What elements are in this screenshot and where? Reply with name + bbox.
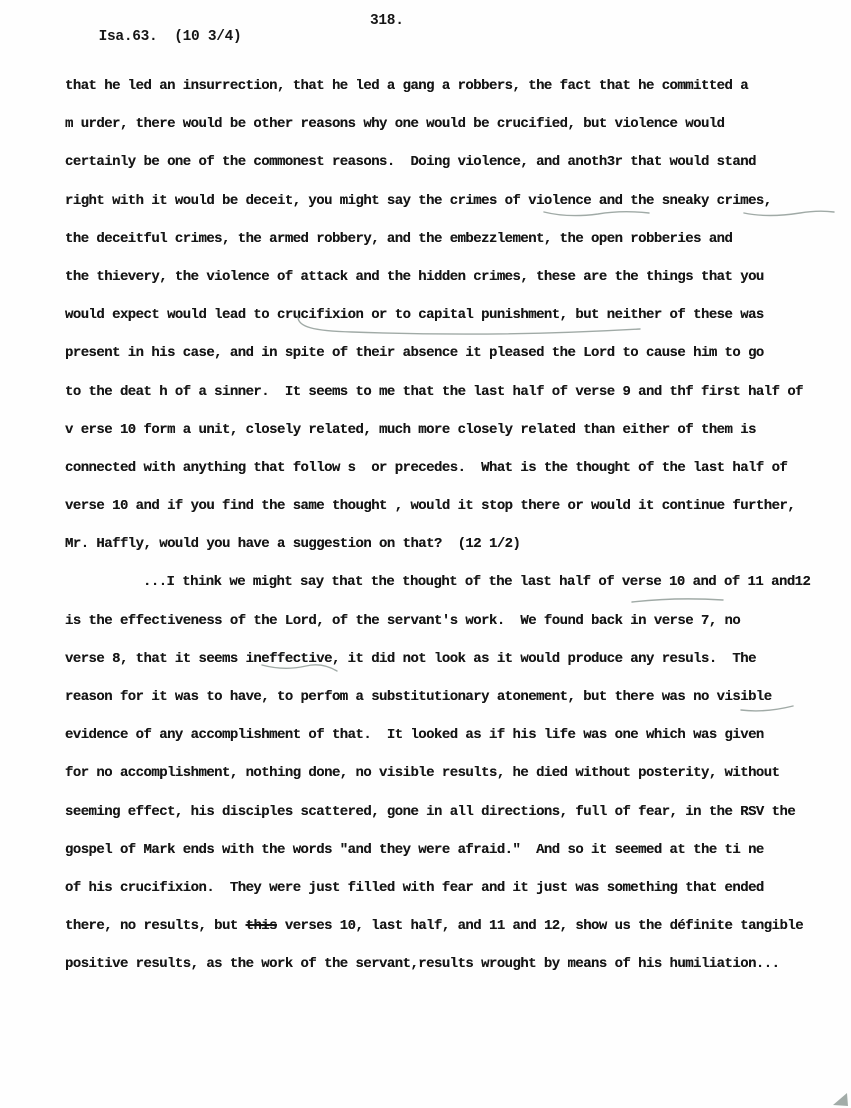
text-line: [65, 793, 827, 831]
text-segment: positive results, as the work of the servant,results wrought by means of his humiliation...: [65, 956, 780, 973]
text-segment: gospel of Mark ends with the words "and they were afraid." And so it seemed at the ti ne: [65, 841, 764, 858]
text-segment: v erse 10 form a unit, closely related, much more closely related than either of them is: [65, 421, 756, 438]
text-segment: reason for it was to have, to perfom a substitutionary atonement, but there was no visible: [65, 689, 772, 705]
text-segment: the thievery, the violence of attack and the hidden crimes, these are the things that you: [65, 268, 764, 285]
text-segment: is the effectiveness of the Lord, of the servant's work. We found back in verse 7, no: [65, 612, 741, 629]
text-line: [65, 411, 827, 449]
text-segment: verses 10, last half, and 11 and 12, show us the définite tangible: [277, 918, 804, 935]
text-line: [65, 563, 827, 601]
text-line: [65, 525, 827, 563]
text-line: [65, 640, 827, 678]
page-header: [65, 13, 811, 45]
text-segment: seeming effect, his disciples scattered, gone in all directions, full of fear, in the RSV the: [65, 803, 796, 820]
text-line: [65, 258, 827, 296]
text-line: [65, 754, 827, 792]
text-line: [65, 105, 827, 143]
text-segment: there, no results, but: [65, 918, 246, 935]
text-line: [65, 716, 827, 754]
text-line: [65, 182, 827, 220]
text-line: [65, 602, 827, 640]
text-line: [65, 945, 827, 983]
text-line: [65, 334, 827, 372]
text-segment: certainly be one of the commonest reasons. Doing violence, and anoth3r that would stand: [65, 154, 756, 171]
struck-out-word: this: [245, 918, 277, 935]
text-line: [65, 143, 827, 181]
page-number: 318.: [370, 13, 404, 29]
text-segment: would expect would lead to crucifixion or to capital punishment, but neither of these was: [65, 307, 764, 324]
text-segment: that he led an insurrection, that he led a gang a robbers, the fact that he committed a: [65, 78, 749, 94]
text-segment: verse 10 and if you find the same thought , would it stop there or would it continue further,: [65, 498, 796, 515]
text-line: [65, 831, 827, 869]
text-line: [65, 67, 827, 105]
document-body: [65, 67, 827, 984]
scripture-reference: Isa.63. (10 3/4): [98, 29, 242, 45]
text-line: [65, 487, 827, 525]
text-segment: for no accomplishment, nothing done, no visible results, he died without posterity, without: [65, 765, 780, 782]
text-line: [65, 220, 827, 258]
text-line: [65, 907, 827, 945]
text-segment: m urder, there would be other reasons why one would be crucified, but violence would: [65, 116, 725, 133]
text-segment: present in his case, and in spite of their absence it pleased the Lord to cause him to go: [65, 345, 764, 362]
page-corner-mark: [833, 1093, 848, 1106]
text-line: [65, 869, 827, 907]
text-segment: of his crucifixion. They were just filled with fear and it just was something that ended: [65, 879, 764, 896]
text-line: [65, 449, 827, 487]
text-segment: to the deat h of a sinner. It seems to me that the last half of verse 9 and thf first half of: [65, 383, 804, 400]
text-segment: the deceitful crimes, the armed robbery, and the embezzlement, the open robberies and: [65, 230, 733, 247]
text-segment: ...I think we might say that the thought of the last half of verse 10 and of 11 and12: [143, 574, 811, 591]
text-segment: evidence of any accomplishment of that. It looked as if his life was one which was given: [65, 727, 764, 744]
text-segment: verse 8, that it seems ineffective, it did not look as it would produce any resuls. The: [65, 650, 756, 667]
text-segment: right with it would be deceit, you might say the crimes of violence and the sneaky crimes,: [65, 192, 772, 209]
text-line: [65, 373, 827, 411]
text-segment: Mr. Haffly, would you have a suggestion on that? (12 1/2): [65, 536, 521, 553]
text-segment: connected with anything that follow s or precedes. What is the thought of the last half of: [65, 459, 788, 476]
text-line: [65, 296, 827, 334]
text-line: [65, 678, 827, 716]
